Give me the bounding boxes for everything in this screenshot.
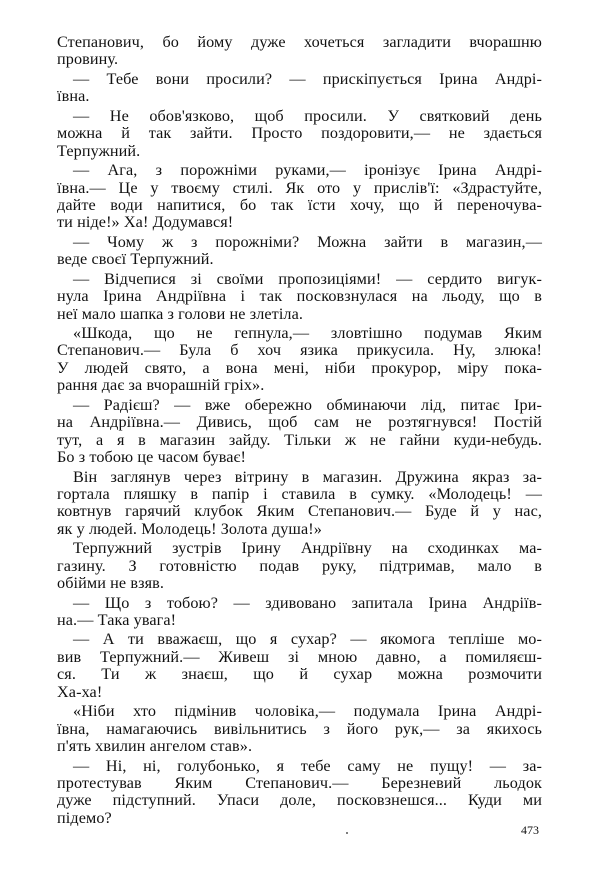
- text-line: — Чому ж з порожніми? Можна зайти в магазин,—: [73, 232, 542, 251]
- paragraph: [57, 758, 542, 828]
- paragraph: [57, 34, 542, 69]
- print-speck: [346, 832, 348, 834]
- text-line: на Андріївна.— Дивись, щоб сам не розтягнувся! Постій: [57, 413, 542, 432]
- text-line: неї мало шапка з голови не злетіла.: [57, 304, 304, 323]
- text-line: — Ні, ні, голубонько, я тебе саму не пущу! — за-: [73, 756, 542, 775]
- text-line: обійми не взяв.: [57, 574, 165, 593]
- text-line: — Не обов'язково, щоб просили. У святковий день: [73, 106, 542, 125]
- text-line: рання дає за вчорашній гріх».: [57, 376, 265, 395]
- paragraph: [57, 325, 542, 395]
- text-line: можна й так зайти. Просто поздоровити,— не здається: [57, 124, 542, 143]
- text-line: Він заглянув через вітрину в магазин. Дружина якраз за-: [73, 467, 542, 486]
- paragraph: [57, 162, 542, 232]
- text-line: протестував Яким Степанович.— Березневий льодок: [57, 773, 542, 792]
- text-line: У людей свято, а вона мені, ніби прокурор, міру пока-: [57, 358, 542, 377]
- text-line: Ха-ха!: [57, 682, 103, 701]
- paragraph: [57, 71, 542, 106]
- text-line: — Що з тобою? — здивовано запитала Ірина Андріїв-: [73, 593, 542, 612]
- text-line: п'ять хвилин ангелом став».: [57, 737, 253, 756]
- paragraph: [57, 271, 542, 323]
- text-line: нула Ірина Андріївна і так посковзнулася на льоду, що в: [57, 287, 542, 306]
- text-line: веде своєї Терпужний.: [57, 250, 214, 269]
- text-line: ти ніде!» Ха! Додумався!: [57, 213, 234, 232]
- text-line: — Радієш? — вже обережно обминаючи лід, питає Іри-: [73, 395, 542, 414]
- text-line: дуже підступний. Упаси доле, посковзнешся... Куди ми: [57, 791, 542, 810]
- paragraph: [57, 469, 542, 539]
- text-line: — Відчепися зі своїми пропозиціями! — сердито вигук-: [73, 269, 542, 288]
- text-line: ївна, намагаючись вивільнитись з його рук,— за якихось: [57, 719, 542, 738]
- text-line: тут, а я в магазин зайду. Тільки ж не гайни куди-небудь.: [57, 430, 542, 449]
- text-line: Степанович.— Була б хоч язика прикусила. Ну, злюка!: [57, 341, 542, 360]
- text-line: — Ага, з порожніми руками,— іронізує Ірина Андрі-: [73, 161, 542, 180]
- text-line: на.— Така увага!: [57, 611, 177, 629]
- text-line: ся. Ти ж знаєш, що й сухар можна розмочити: [57, 665, 542, 684]
- text-line: Терпужний зустрів Ірину Андріївну на сходинках ма-: [73, 539, 542, 558]
- text-line: — А ти вважаєш, що я сухар? — якомога тепліше мо-: [73, 630, 542, 649]
- text-line: дайте води напитися, бо так їсти хочу, що й переночува-: [57, 195, 542, 214]
- text-line: — Тебе вони просили? — прискіпується Ірина Андрі-: [73, 69, 542, 88]
- text-line: ївна.: [57, 87, 90, 106]
- paragraph: [57, 397, 542, 467]
- book-page-text: [57, 34, 542, 827]
- text-line: ївна.— Це у твоєму стилі. Як ото у прислів'ї: «Здрастуйте,: [57, 178, 542, 197]
- paragraph: [57, 540, 542, 592]
- text-line: «Ніби хто підмінив чоловіка,— подумала Ірина Андрі-: [73, 702, 542, 721]
- text-line: ковтнув гарячий клубок Яким Степанович.— Буде й у нас,: [57, 502, 542, 521]
- page-number: 473: [521, 823, 539, 837]
- text-line: як у людей. Молодець! Золота душа!»: [57, 519, 322, 538]
- text-line: провину.: [57, 50, 119, 69]
- paragraph: [57, 595, 542, 630]
- text-line: гортала пляшку в папір і ставила в сумку. «Молодець! —: [57, 484, 542, 503]
- paragraph: [57, 234, 542, 269]
- paragraph: [57, 631, 542, 701]
- text-line: підемо?: [57, 808, 112, 827]
- text-line: Бо з тобою це часом буває!: [57, 448, 247, 467]
- text-line: вив Терпужний.— Живеш зі мною давно, а помиляєш-: [57, 647, 542, 666]
- paragraph: [57, 703, 542, 755]
- paragraph: [57, 108, 542, 160]
- text-line: Терпужний.: [57, 141, 141, 160]
- text-line: «Шкода, що не гепнула,— зловтішно подумав Яким: [73, 324, 542, 342]
- text-line: газину. З готовністю подав руку, підтримав, мало в: [57, 556, 542, 575]
- text-line: Степанович, бо йому дуже хочеться загладити вчорашню: [57, 33, 542, 51]
